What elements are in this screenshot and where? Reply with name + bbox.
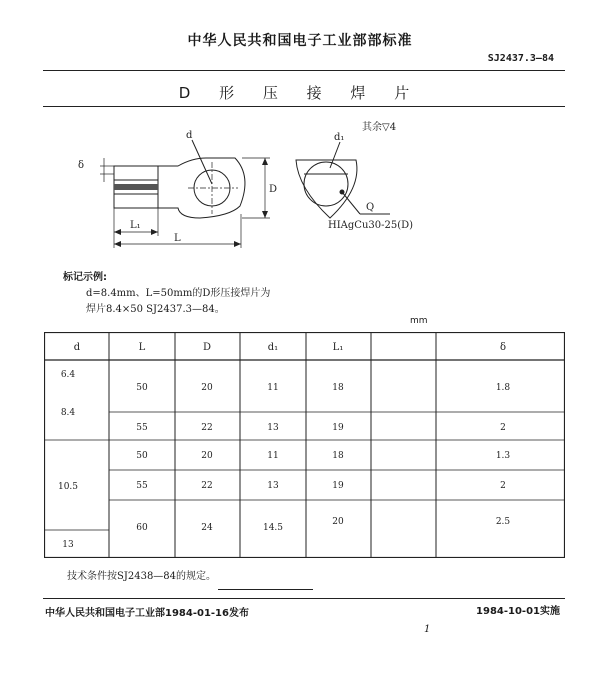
standard-header-title: 中华人民共和国电子工业部部标准 <box>187 33 413 49</box>
note-divider <box>218 589 313 590</box>
svg-text:60: 60 <box>136 523 148 533</box>
svg-text:2.5: 2.5 <box>495 517 511 527</box>
table-row <box>136 423 506 433</box>
technical-conditions-note: 技术条件按SJ2438—84的规定。 <box>67 571 217 582</box>
cell-d-6.4: 6.4 <box>60 370 76 380</box>
svg-text:20: 20 <box>201 451 213 461</box>
svg-text:14.5: 14.5 <box>262 523 284 533</box>
issue-date: 中华人民共和国电子工业部1984-01-16发布 <box>45 608 249 619</box>
svg-text:22: 22 <box>201 481 213 491</box>
header-D: D <box>202 342 212 353</box>
page-number: 1 <box>424 624 431 635</box>
svg-text:1.3: 1.3 <box>495 451 511 461</box>
table-row <box>136 481 506 491</box>
example-line-2: 焊片8.4×50 SJ2437.3—84。 <box>86 304 225 315</box>
svg-text:20: 20 <box>332 517 344 527</box>
svg-text:19: 19 <box>332 423 344 433</box>
header-divider <box>43 70 565 71</box>
svg-text:24: 24 <box>201 523 213 533</box>
label-Q: Q <box>366 202 375 213</box>
label-d1: d₁ <box>334 132 345 143</box>
svg-text:1.8: 1.8 <box>495 383 511 393</box>
cell-d-10.5: 10.5 <box>57 482 79 492</box>
barrel-section-hatch <box>114 184 158 190</box>
side-view-ring <box>304 162 348 206</box>
cell-d-8.4: 8.4 <box>60 408 76 418</box>
technical-drawing <box>60 118 520 258</box>
unit-label: mm <box>410 316 428 326</box>
label-L1: L₁ <box>130 220 141 231</box>
svg-text:18: 18 <box>332 451 344 461</box>
label-L: L <box>174 233 181 244</box>
svg-text:19: 19 <box>332 481 344 491</box>
example-line-1: d=8.4mm、L=50mm的D形压接焊片为 <box>86 288 271 299</box>
header-d1: d₁ <box>267 342 279 353</box>
table-row <box>136 451 510 461</box>
effective-date: 1984-10-01实施 <box>476 606 560 617</box>
header-delta: δ <box>499 342 507 353</box>
roughness-note: 其余▽4 <box>362 122 397 133</box>
svg-text:13: 13 <box>267 481 279 491</box>
material-note: HIAgCu30-25(D) <box>328 220 414 231</box>
label-delta: δ <box>78 160 85 171</box>
title-divider <box>43 106 565 107</box>
dimension-table <box>44 332 565 558</box>
header-L1: L₁ <box>332 342 344 353</box>
document-title: D 形 压 接 焊 片 <box>178 84 422 102</box>
svg-text:11: 11 <box>267 383 279 393</box>
svg-text:11: 11 <box>267 451 279 461</box>
table-row <box>136 383 510 393</box>
standard-number: SJ2437.3—84 <box>487 53 554 64</box>
cell-d-13: 13 <box>62 540 74 550</box>
svg-text:13: 13 <box>267 423 279 433</box>
table-row <box>136 517 510 533</box>
header-d: d <box>73 342 81 353</box>
svg-text:50: 50 <box>136 451 148 461</box>
label-D: D <box>269 184 278 195</box>
label-d: d <box>186 130 193 141</box>
svg-text:18: 18 <box>332 383 344 393</box>
svg-text:55: 55 <box>136 423 148 433</box>
footer-divider <box>43 598 565 599</box>
svg-text:2: 2 <box>500 481 506 491</box>
header-L: L <box>138 342 146 353</box>
svg-text:22: 22 <box>201 423 213 433</box>
svg-text:50: 50 <box>136 383 148 393</box>
svg-text:2: 2 <box>500 423 506 433</box>
svg-text:20: 20 <box>201 383 213 393</box>
example-heading: 标记示例: <box>63 272 107 283</box>
svg-text:55: 55 <box>136 481 148 491</box>
